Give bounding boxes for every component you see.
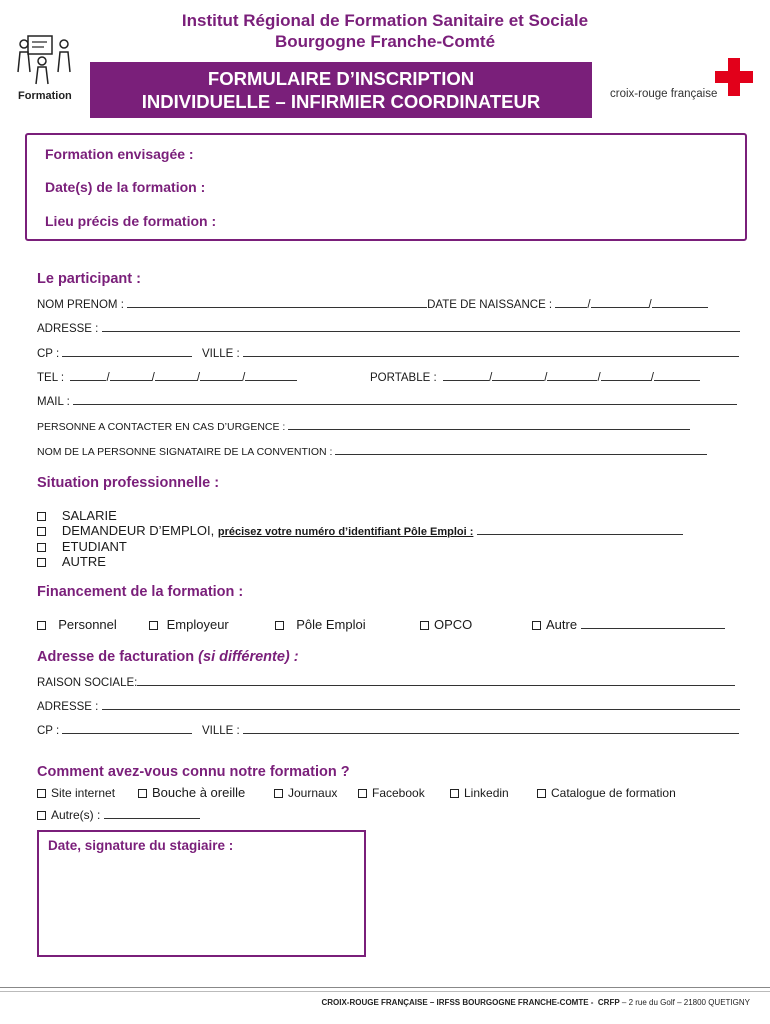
portable-field-1[interactable]: [443, 369, 489, 381]
cp-ville-row: [37, 345, 739, 360]
checkbox[interactable]: [37, 811, 46, 820]
signature-label: Date, signature du stagiaire :: [48, 838, 234, 853]
nom-prenom-row: NOM PRENOM : DATE DE NAISSANCE : / /: [37, 296, 708, 311]
facturation-heading-text: Adresse de facturation: [37, 649, 195, 665]
financement-heading: Financement de la formation :: [37, 584, 244, 600]
checkbox[interactable]: [358, 789, 367, 798]
footer-organization: CROIX-ROUGE FRANÇAISE – IRFSS BOURGOGNE FRANCHE-COMTE -: [321, 998, 594, 1007]
financement-option-label: Employeur: [166, 617, 229, 632]
portable-field-2[interactable]: [492, 369, 544, 381]
tel-field-1[interactable]: [70, 369, 106, 381]
adresse-row: [37, 320, 740, 335]
footer-text: [321, 998, 750, 1007]
urgence-row: [37, 418, 690, 433]
checkbox[interactable]: [275, 621, 284, 630]
financement-option-autre[interactable]: [532, 617, 725, 632]
pole-emploi-note: précisez votre numéro d’identifiant Pôle Emploi :: [217, 526, 474, 538]
situation-option-label: DEMANDEUR D’EMPLOI,: [61, 523, 215, 538]
nom-prenom-field[interactable]: [127, 296, 427, 308]
red-cross-icon: [715, 58, 753, 96]
cp-label: CP :: [37, 348, 60, 360]
facturation-heading-note: (si différente) :: [198, 649, 299, 665]
facturation-adresse-label: ADRESSE :: [37, 701, 99, 713]
tel-field-4[interactable]: [200, 369, 242, 381]
nom-prenom-label: NOM PRENOM :: [37, 299, 124, 311]
signataire-row: [37, 443, 707, 458]
mail-field[interactable]: [73, 393, 737, 405]
checkbox[interactable]: [37, 543, 46, 552]
financement-option-label: Personnel: [58, 617, 117, 632]
situation-heading: Situation professionnelle :: [37, 475, 220, 491]
connu-option-label: Journaux: [288, 786, 338, 800]
mail-label: MAIL :: [37, 396, 70, 408]
birth-day-field[interactable]: [555, 296, 587, 308]
connu-option-site[interactable]: [37, 786, 115, 800]
facturation-cp-ville-row: [37, 722, 739, 737]
tel-row: TEL : / / / /: [37, 369, 297, 384]
situation-option-label: AUTRE: [61, 554, 106, 569]
financement-option-pole-emploi[interactable]: [275, 617, 366, 632]
checkbox[interactable]: [420, 621, 429, 630]
ville-field[interactable]: [243, 345, 739, 357]
footer-divider-2: [0, 991, 770, 992]
form-title-line-1: FORMULAIRE D’INSCRIPTION: [207, 68, 475, 89]
institute-line-1: Institut Régional de Formation Sanitaire et Sociale: [181, 11, 589, 30]
facturation-heading: [37, 649, 299, 665]
connu-heading: Comment avez-vous connu notre formation ?: [37, 764, 350, 780]
mail-row: [37, 393, 737, 408]
tel-field-2[interactable]: [110, 369, 152, 381]
adresse-field[interactable]: [102, 320, 740, 332]
connu-option-journaux[interactable]: [274, 786, 337, 800]
facturation-adresse-row: [37, 698, 740, 713]
raison-sociale-row: [37, 674, 735, 689]
dates-formation-label: Date(s) de la formation :: [45, 179, 206, 195]
financement-option-label: OPCO: [434, 617, 473, 632]
financement-option-opco[interactable]: [420, 617, 472, 632]
checkbox[interactable]: [532, 621, 541, 630]
checkbox[interactable]: [37, 621, 46, 630]
formation-envisagee-label: Formation envisagée :: [45, 146, 194, 162]
checkbox[interactable]: [450, 789, 459, 798]
portable-field-3[interactable]: [547, 369, 597, 381]
facturation-adresse-field[interactable]: [102, 698, 740, 710]
facturation-ville-field[interactable]: [243, 722, 739, 734]
urgence-field[interactable]: [288, 418, 690, 430]
checkbox[interactable]: [37, 558, 46, 567]
connu-autre-field[interactable]: [104, 807, 200, 819]
facturation-cp-field[interactable]: [62, 722, 192, 734]
checkbox[interactable]: [138, 789, 147, 798]
date-naissance-label: DATE DE NAISSANCE :: [427, 299, 553, 311]
form-title: [90, 62, 592, 118]
checkbox[interactable]: [274, 789, 283, 798]
situation-option-autre[interactable]: [37, 554, 106, 569]
financement-autre-field[interactable]: [581, 617, 725, 629]
financement-option-label: Pôle Emploi: [296, 617, 366, 632]
connu-option-label: Bouche à oreille: [152, 785, 246, 800]
form-title-line-2: INDIVIDUELLE – INFIRMIER COORDINATEUR: [141, 91, 541, 112]
cp-field[interactable]: [62, 345, 192, 357]
participant-heading: Le participant :: [37, 271, 141, 287]
financement-option-personnel[interactable]: [37, 617, 117, 632]
financement-option-employeur[interactable]: [149, 617, 229, 632]
connu-option-label: Linkedin: [464, 786, 509, 800]
institute-title: [0, 10, 770, 52]
situation-option-label: ETUDIANT: [61, 539, 127, 554]
lieu-formation-label: Lieu précis de formation :: [45, 213, 217, 229]
situation-option-etudiant[interactable]: [37, 539, 127, 554]
facturation-ville-label: VILLE :: [201, 725, 240, 737]
situation-option-salarie[interactable]: [37, 508, 117, 523]
teaching-icon: [14, 34, 84, 90]
formation-logo: [14, 34, 84, 106]
connu-option-bouche[interactable]: [138, 785, 245, 800]
signataire-field[interactable]: [335, 443, 707, 455]
footer-crfp: CRFP: [597, 998, 620, 1007]
connu-option-label: Facebook: [372, 786, 425, 800]
facturation-cp-label: CP :: [37, 725, 60, 737]
adresse-label: ADRESSE :: [37, 323, 99, 335]
financement-option-label: Autre: [546, 617, 578, 632]
connu-option-label: Catalogue de formation: [551, 786, 676, 800]
connu-option-catalogue[interactable]: [537, 786, 676, 800]
urgence-label: PERSONNE A CONTACTER EN CAS D’URGENCE :: [37, 421, 286, 433]
footer-address: – 2 rue du Golf – 21800 QUETIGNY: [621, 998, 750, 1007]
tel-field-3[interactable]: [155, 369, 197, 381]
logo-caption: Formation: [18, 90, 72, 102]
ville-label: VILLE :: [201, 348, 240, 360]
pole-emploi-id-field[interactable]: [477, 523, 683, 535]
tel-label: TEL :: [37, 372, 65, 384]
signataire-label: NOM DE LA PERSONNE SIGNATAIRE DE LA CONVENTION :: [37, 446, 333, 458]
raison-sociale-field[interactable]: [137, 674, 735, 686]
situation-option-demandeur[interactable]: [37, 523, 683, 538]
tel-field-5[interactable]: [245, 369, 297, 381]
birth-month-field[interactable]: [591, 296, 649, 308]
connu-option-autre[interactable]: [37, 807, 200, 822]
checkbox[interactable]: [37, 527, 46, 536]
institute-line-2: Bourgogne Franche-Comté: [274, 32, 496, 51]
connu-option-facebook[interactable]: [358, 786, 425, 800]
connu-option-linkedin[interactable]: [450, 786, 509, 800]
checkbox[interactable]: [37, 789, 46, 798]
portable-field-5[interactable]: [654, 369, 700, 381]
connu-option-label: Site internet: [51, 786, 116, 800]
birth-year-field[interactable]: [652, 296, 708, 308]
portable-field-4[interactable]: [601, 369, 651, 381]
footer-divider: [0, 987, 770, 988]
checkbox[interactable]: [537, 789, 546, 798]
portable-row: PORTABLE : / / / /: [370, 369, 700, 384]
connu-autre-label: Autre(s) :: [51, 808, 101, 822]
situation-option-label: SALARIE: [61, 508, 117, 523]
checkbox[interactable]: [149, 621, 158, 630]
portable-label: PORTABLE :: [370, 372, 437, 384]
checkbox[interactable]: [37, 512, 46, 521]
raison-sociale-label: RAISON SOCIALE:: [37, 677, 138, 689]
brand-name: croix-rouge française: [610, 88, 718, 100]
